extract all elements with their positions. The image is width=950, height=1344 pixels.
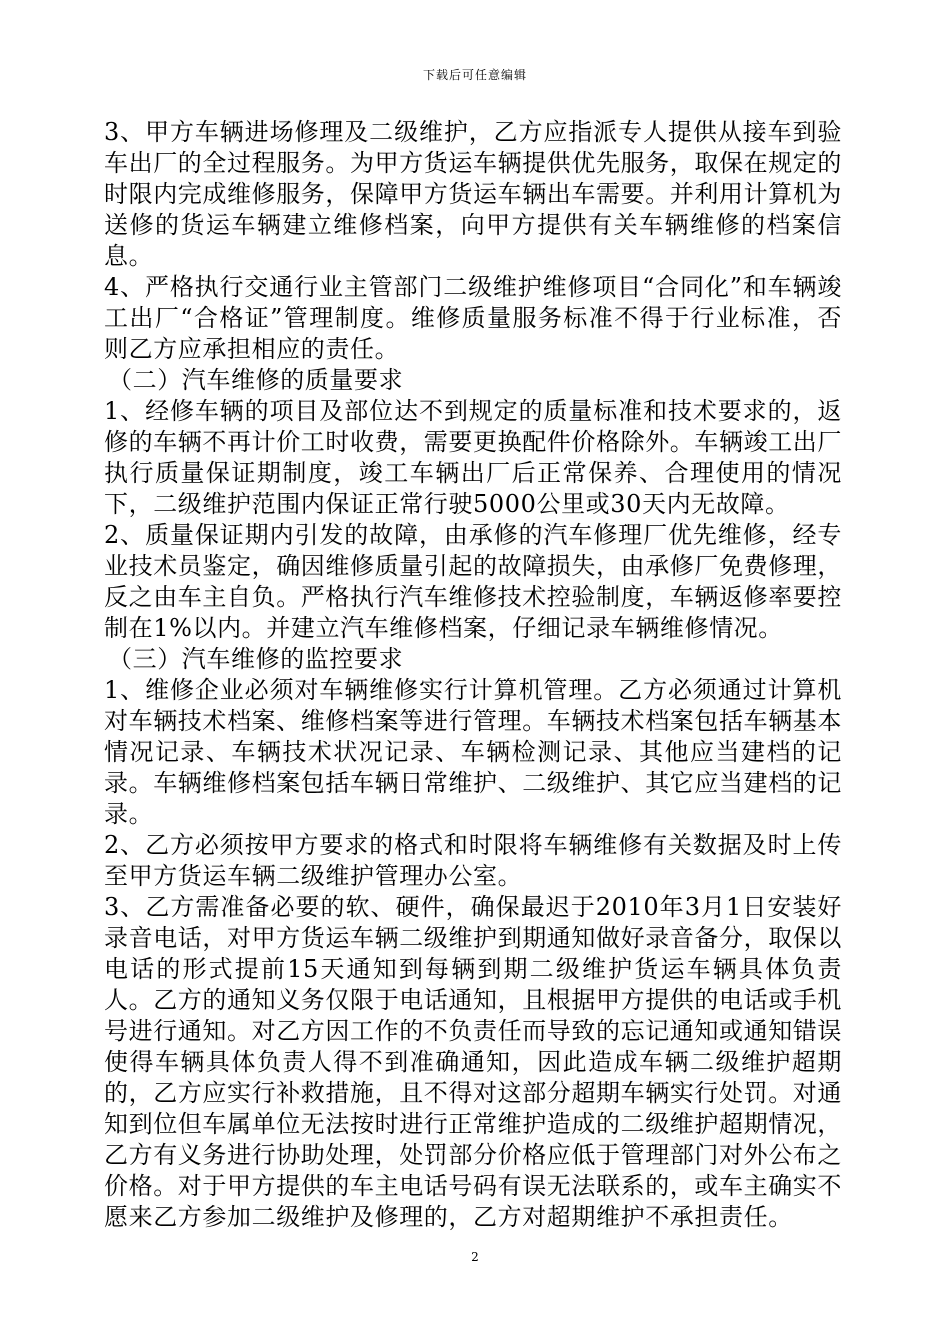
section-heading-monitoring: （三）汽车维修的监控要求 — [108, 645, 404, 673]
paragraph-computer-management: 1、维修企业必须对车辆维修实行计算机管理。乙方必须通过计算机对车辆技术档案、维修档案等进行管理。车辆技术档案包括车辆基本情况记录、车辆技术状况记录、车辆检测记录、其他应当建档的记录。车辆维修档案包括车辆日常维护、二级维护、其它应当建档的记录。 — [104, 676, 842, 828]
section-heading-quality: （二）汽车维修的质量要求 — [108, 366, 404, 394]
paragraph-service-process: 3、甲方车辆进场修理及二级维护，乙方应指派专人提供从接车到验车出厂的全过程服务。为甲方货运车辆提供优先服务，取保在规定的时限内完成维修服务，保障甲方货运车辆出车需要。并利用计算机为送修的货运车辆建立维修档案，向甲方提供有关车辆维修的档案信息。 — [104, 118, 842, 270]
document-body — [104, 117, 842, 1233]
page-header: 下载后可任意编辑 — [422, 68, 527, 82]
paragraph-warranty-period: 2、质量保证期内引发的故障，由承修的汽车修理厂优先维修，经专业技术员鉴定，确因维修质量引起的故障损失，由承修厂免费修理，反之由车主自负。严格执行汽车维修技术控验制度，车辆返修率要控制在1%以内。并建立汽车维修档案，仔细记录车辆维修情况。 — [104, 521, 842, 642]
page-number: 2 — [471, 1250, 479, 1264]
paragraph-data-upload: 2、乙方必须按甲方要求的格式和时限将车辆维修有关数据及时上传至甲方货运车辆二级维护管理办公室。 — [104, 831, 842, 890]
paragraph-management-system: 4、严格执行交通行业主管部门二级维护维修项目“合同化”和车辆竣工出厂“合格证”管理制度。维修质量服务标准不得于行业标准，否则乙方应承担相应的责任。 — [104, 273, 842, 363]
paragraph-quality-standard: 1、经修车辆的项目及部位达不到规定的质量标准和技术要求的，返修的车辆不再计价工时收费，需要更换配件价格除外。车辆竣工出厂执行质量保证期制度，竣工车辆出厂后正常保养、合理使用的情况下，二级维护范围内保证正常行驶5000公里或30天内无故障。 — [104, 397, 842, 518]
paragraph-notification-duty: 3、乙方需准备必要的软、硬件，确保最迟于2010年3月1日安装好录音电话，对甲方货运车辆二级维护到期通知做好录音备分，取保以电话的形式提前15天通知到每辆到期二级维护货运车辆具体负责人。乙方的通知义务仅限于电话通知，且根据甲方提供的电话或手机号进行通知。对乙方因工作的不负责任而导致的忘记通知或通知错误使得车辆具体负责人得不到准确通知，因此造成车辆二级维护超期的，乙方应实行补救措施，且不得对这部分超期车辆实行处罚。对通知到位但车属单位无法按时进行正常维护造成的二级维护超期情况，乙方有义务进行协助处理，处罚部分价格应低于管理部门对外公布之价格。对于甲方提供的车主电话号码有误无法联系的，或车主确实不愿来乙方参加二级维护及修理的，乙方对超期维护不承担责任。 — [104, 893, 842, 1231]
